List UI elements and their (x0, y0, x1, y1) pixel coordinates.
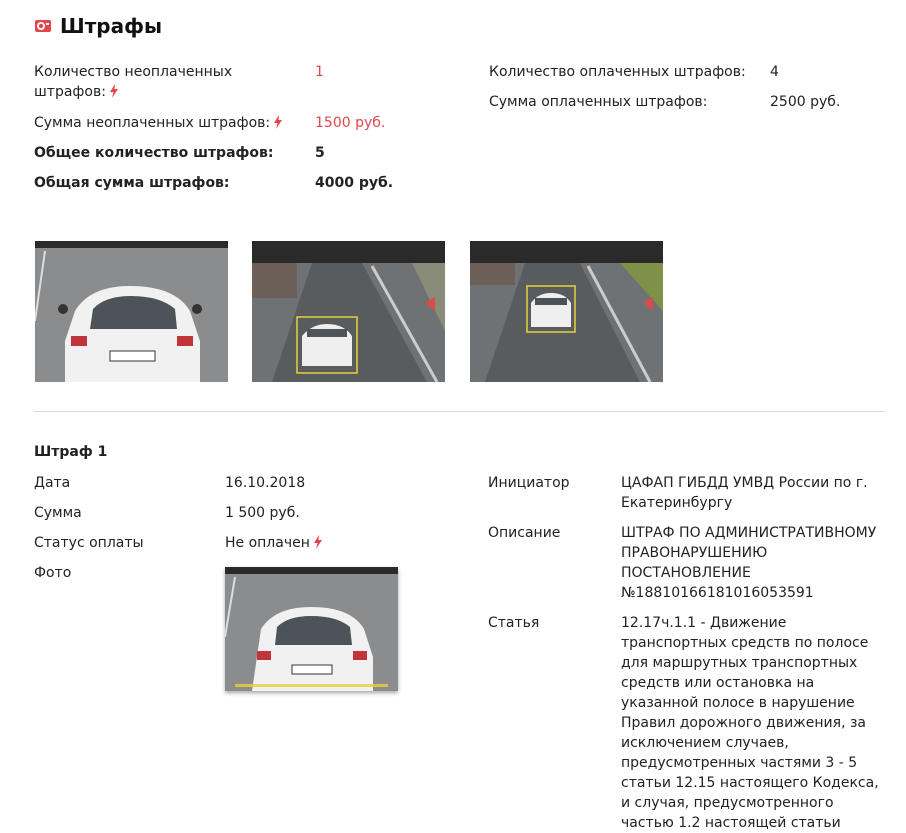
date-label: Дата (34, 475, 71, 491)
initiator-label: Инициатор (488, 475, 570, 491)
total-count-value: 5 (315, 145, 325, 161)
initiator-value: ЦАФАП ГИБДД УМВД России по г. Екатеринбургу (621, 475, 868, 511)
road-camera-photo (252, 241, 445, 382)
road-camera-photo (470, 241, 663, 382)
fine-photo[interactable] (225, 567, 398, 691)
camera-icon (34, 17, 52, 35)
total-sum-value: 4000 руб. (315, 175, 394, 191)
unpaid-count-value: 1 (315, 64, 324, 80)
paid-count-value: 4 (770, 64, 779, 80)
section-divider (34, 411, 885, 412)
violation-photo-thumbnail[interactable] (470, 241, 663, 382)
payment-status-label: Статус оплаты (34, 535, 144, 551)
unpaid-count-label: Количество неоплаченных штрафов: (34, 64, 233, 100)
article-label: Статья (488, 615, 540, 631)
paid-sum-label: Сумма оплаченных штрафов: (489, 94, 708, 110)
car-rear-photo (35, 241, 228, 382)
paid-sum-value: 2500 руб. (770, 94, 841, 110)
lightning-icon (109, 84, 119, 98)
unpaid-sum-label: Сумма неоплаченных штрафов: (34, 113, 283, 133)
fine-title: Штраф 1 (34, 444, 108, 460)
total-count-label: Общее количество штрафов: (34, 145, 274, 161)
page-title: Штрафы (60, 14, 163, 38)
total-sum-label: Общая сумма штрафов: (34, 175, 230, 191)
description-label: Описание (488, 525, 561, 541)
car-rear-photo (225, 567, 398, 691)
sum-label: Сумма (34, 505, 82, 521)
violation-photo-thumbnail[interactable] (252, 241, 445, 382)
description-value: ШТРАФ ПО АДМИНИСТРАТИВНОМУ ПРАВОНАРУШЕНИЮ ПОСТАНОВЛЕНИЕ №18810166181016053591 (621, 525, 877, 601)
photo-label: Фото (34, 565, 72, 581)
unpaid-sum-value: 1500 руб. (315, 115, 386, 131)
sum-value: 1 500 руб. (225, 505, 300, 521)
lightning-icon (313, 535, 323, 549)
date-value: 16.10.2018 (225, 475, 306, 491)
page-title-block (34, 14, 162, 38)
violation-photo-thumbnail[interactable] (35, 241, 228, 382)
paid-count-label: Количество оплаченных штрафов: (489, 64, 746, 80)
payment-status-value: Не оплачен (225, 533, 323, 553)
article-value: 12.17ч.1.1 - Движение транспортных средств по полосе для маршрутных транспортных средств или остановка на указанной полосе в нарушение Правил дорожного движения, за исключением случаев, предусмотренных частями 3 - 5 статьи 12.15 настоящего Кодекса, и случая, предусмотренного частью 1.2 настоящей статьи (621, 615, 879, 831)
lightning-icon (273, 115, 283, 129)
